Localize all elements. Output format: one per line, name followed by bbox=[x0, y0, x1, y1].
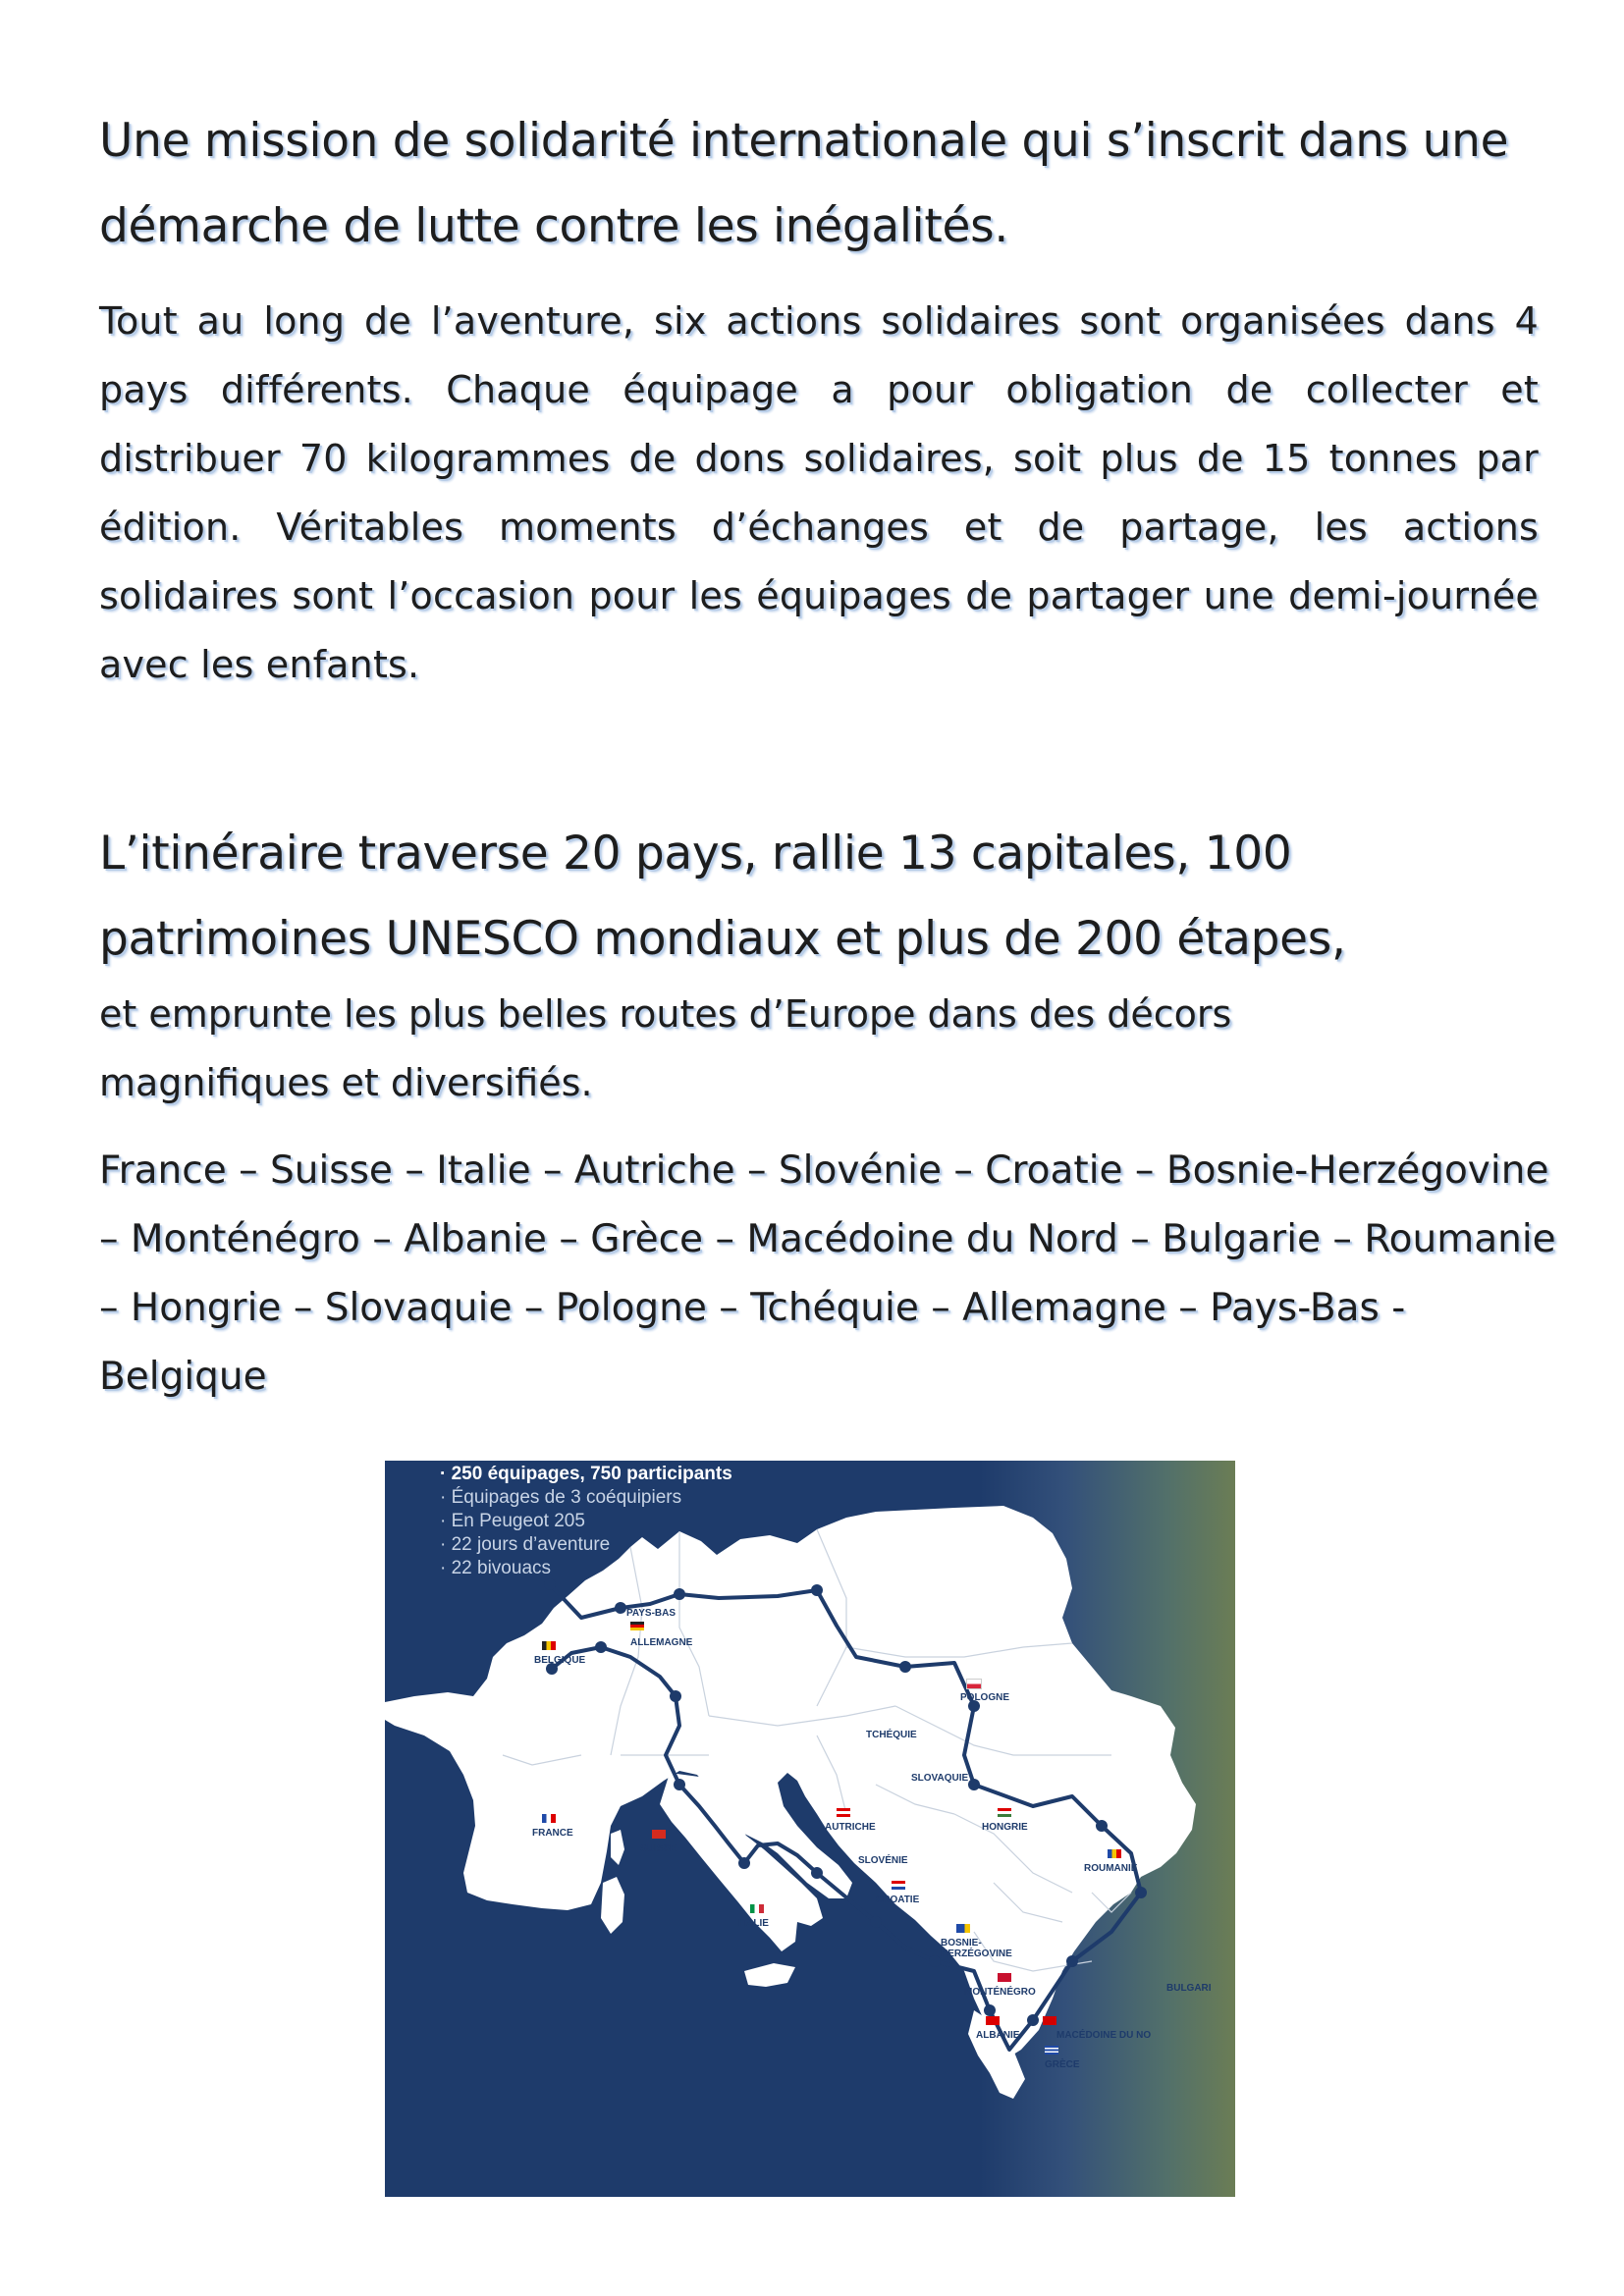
flag-france-icon bbox=[542, 1814, 556, 1823]
section1-heading: Une mission de solidarité internationale qui s’inscrit dans une démarche de lutte contre les inégalités. bbox=[99, 114, 1509, 253]
flag-belgium-icon bbox=[542, 1641, 556, 1650]
route-map bbox=[385, 1461, 1235, 2197]
label-pologne: POLOGNE bbox=[960, 1692, 1010, 1703]
label-bosnie: BOSNIE-HERZÉGOVINE bbox=[941, 1938, 1012, 1959]
flag-poland-icon bbox=[966, 1679, 982, 1689]
flag-austria-icon bbox=[837, 1808, 850, 1817]
label-tchequie: TCHÉQUIE bbox=[866, 1730, 917, 1740]
label-montenegro: MONTÉNÉGRO bbox=[964, 1987, 1036, 1998]
section2-subtext: et emprunte les plus belles routes d’Europe dans des décors magnifiques et diversifiés. bbox=[99, 992, 1232, 1104]
label-allemagne: ALLEMAGNE bbox=[630, 1637, 693, 1648]
stats-item: · 22 bivouacs bbox=[440, 1557, 732, 1580]
map-stats bbox=[440, 1463, 732, 1580]
label-slovaquie: SLOVAQUIE bbox=[911, 1773, 969, 1784]
label-pays-bas: PAYS-BAS bbox=[626, 1608, 677, 1619]
stats-lead: · 250 équipages, 750 participants bbox=[440, 1463, 732, 1486]
label-suisse: SUISSE bbox=[640, 1843, 677, 1854]
flag-greece-icon bbox=[1045, 2046, 1058, 2055]
label-macedoine: MACÉDOINE DU NO bbox=[1056, 2030, 1152, 2041]
label-france: FRANCE bbox=[532, 1828, 573, 1839]
flag-macedonia-icon bbox=[1043, 2016, 1056, 2025]
flag-bosnia-icon bbox=[956, 1924, 970, 1933]
flag-croatia-icon bbox=[892, 1881, 905, 1890]
flag-albania-icon bbox=[986, 2016, 1000, 2025]
label-croatie: CROATIE bbox=[876, 1895, 920, 1905]
stats-item: · 22 jours d’aventure bbox=[440, 1533, 732, 1557]
section1-paragraph: Tout au long de l’aventure, six actions solidaires sont organisées dans 4 pays différents. Chaque équipage a pour obligation de collecter et distribuer 70 kilogrammes de dons solidaires, soit plus de 15 tonnes par édition. Véritables moments d’échanges et de partage, les actions solidaires sont l’occasion pour les équipages de partager une demi-journée avec les enfants. bbox=[99, 299, 1539, 686]
sicily-island bbox=[744, 1963, 795, 1987]
flag-romania-icon bbox=[1108, 1849, 1121, 1858]
stats-item: · En Peugeot 205 bbox=[440, 1510, 732, 1533]
label-roumanie: ROUMANIE bbox=[1084, 1863, 1138, 1874]
label-grece: GRÈCE bbox=[1045, 2059, 1080, 2070]
label-hongrie: HONGRIE bbox=[982, 1822, 1028, 1833]
label-bulgarie: BULGARI bbox=[1166, 1983, 1212, 1994]
label-autriche: AUTRICHE bbox=[825, 1822, 876, 1833]
flag-germany-icon bbox=[630, 1622, 644, 1630]
label-slovenie: SLOVÉNIE bbox=[858, 1855, 908, 1866]
flag-hungary-icon bbox=[998, 1808, 1011, 1817]
flag-montenegro-icon bbox=[998, 1973, 1011, 1982]
sardinia-island bbox=[601, 1877, 624, 1934]
label-belgique: BELGIQUE bbox=[534, 1655, 586, 1666]
flag-italy-icon bbox=[750, 1904, 764, 1913]
section2-heading: L’itinéraire traverse 20 pays, rallie 13 capitales, 100 patrimoines UNESCO mondiaux et plus de 200 étapes, bbox=[99, 827, 1346, 966]
label-albanie: ALBANIE bbox=[976, 2030, 1020, 2041]
corsica-island bbox=[611, 1830, 624, 1865]
flag-switzerland-icon bbox=[652, 1830, 666, 1839]
label-italie: ITALIE bbox=[738, 1918, 769, 1929]
country-list: France – Suisse – Italie – Autriche – Slovénie – Croatie – Bosnie-Herzégovine – Monténégro – Albanie – Grèce – Macédoine du Nord – Bulgarie – Roumanie – Hongrie – Slovaquie – Pologne – Tchéquie – Allemagne – Pays-Bas - Belgique bbox=[99, 1148, 1556, 1399]
stats-item: · Équipages de 3 coéquipiers bbox=[440, 1486, 732, 1510]
